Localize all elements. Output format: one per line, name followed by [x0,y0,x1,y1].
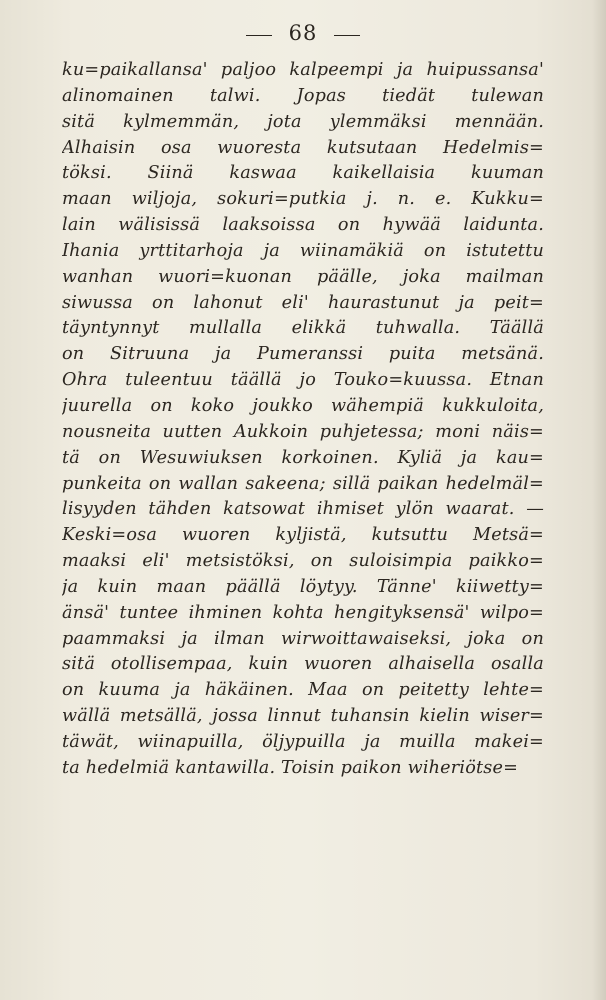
text-line: nousneita uutten Aukkoin puhjetessa; moni näis= [62,421,544,442]
text-line: ta hedelmiä kantawilla. Toisin paikon wiheriötse= [62,757,519,778]
text-line: siwussa on lahonut eli' haurastunut ja peit= [62,292,544,313]
text-line: lain wälisissä laaksoissa on hywää laidunta. [62,215,544,236]
text-line: maan wiljoja, sokuri=putkia j. n. e. Kukku= [62,189,544,210]
text-line: änsä' tuntee ihminen kohta hengityksensä' wilpo= [62,602,544,623]
page-header [0,18,606,48]
text-line: töksi. Siinä kaswaa kaikellaisia kuuman [62,163,544,184]
text-line: Ihania yrttitarhoja ja wiinamäkiä on istutettu [62,240,544,261]
text-line: täyntynnyt mullalla elikkä tuhwalla. Täällä [62,318,544,339]
text-line: juurella on koko joukko wähempiä kukkuloita, [62,395,544,416]
text-line: ja kuin maan päällä löytyy. Tänne' kiiwetty= [62,576,544,597]
text-line: ku=paikallansa' paljoo kalpeempi ja huipussansa' [62,60,544,80]
text-line: täwät, wiinapuilla, öljypuilla ja muilla makei= [62,731,544,752]
text-line: on Sitruuna ja Pumeranssi puita metsänä. [62,344,544,365]
text-line: sitä kylmemmän, jota ylemmäksi mennään. [62,111,544,132]
text-line: alinomainen talwi. Jopas tiedät tulewan [62,85,544,106]
text-line: wanhan wuori=kuonan päälle, joka mailman [62,266,544,287]
text-line: Alhaisin osa wuoresta kutsutaan Hedelmis= [62,137,544,158]
text-line: on kuuma ja häkäinen. Maa on peitetty lehte= [62,680,544,701]
page-number: 68 [288,21,318,45]
text-line: paammaksi ja ilman wirwoittawaiseksi, joka on [62,628,544,649]
text-line: sitä otollisempaa, kuin wuoren alhaisella osalla [62,654,544,675]
header-dash-left [246,35,272,36]
text-line: Keski=osa wuoren kyljistä, kutsuttu Metsä= [62,525,544,546]
header-dash-right [334,35,360,36]
text-line: lisyyden tähden katsowat ihmiset ylön waarat. — [62,499,544,520]
page-edge-shadow [592,0,606,1000]
text-line: maaksi eli' metsistöksi, on suloisimpia paikko= [62,551,544,572]
text-line: Ohra tuleentuu täällä jo Touko=kuussa. Etnan [62,370,544,391]
text-line: wällä metsällä, jossa linnut tuhansin kielin wiser= [62,706,544,727]
text-line: punkeita on wallan sakeena; sillä paikan hedelmäl= [62,473,544,494]
body-text [62,58,544,782]
text-line: tä on Wesuwiuksen korkoinen. Kyliä ja kau= [62,447,544,468]
